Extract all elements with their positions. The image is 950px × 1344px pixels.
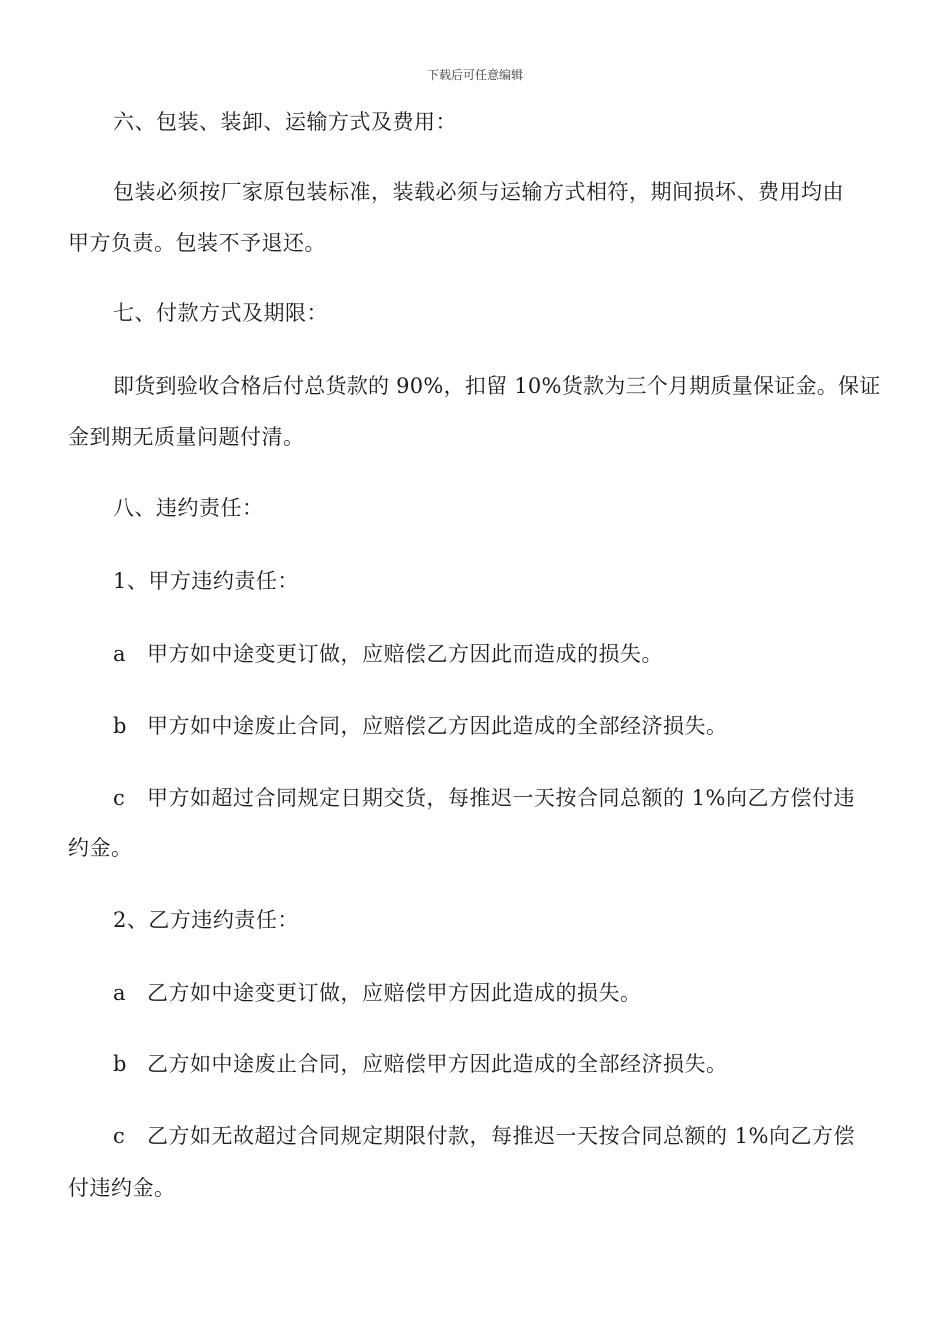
party-b-item-a xyxy=(113,979,642,1007)
item-text: 乙方如中途废止合同，应赔偿甲方因此造成的全部经济损失。 xyxy=(147,1052,728,1076)
item-marker: a xyxy=(113,981,127,1005)
item-text: 乙方如无故超过合同规定期限付款，每推迟一天按合同总额的 1%向乙方偿 xyxy=(147,1124,855,1148)
item-text: 乙方如中途变更订做，应赔偿甲方因此造成的损失。 xyxy=(147,981,642,1005)
item-marker: c xyxy=(113,1124,126,1148)
party-a-item-c xyxy=(113,784,855,812)
party-a-item-b xyxy=(113,712,728,740)
item-text: 甲方如中途废止合同，应赔偿乙方因此造成的全部经济损失。 xyxy=(147,714,728,738)
party-a-item-c-line2: 约金。 xyxy=(68,836,133,860)
item-marker: c xyxy=(113,786,126,810)
party-a-item-a xyxy=(113,640,663,668)
section-6-body-line2: 甲方负责。包装不予退还。 xyxy=(68,231,326,255)
item-marker: a xyxy=(113,642,127,666)
party-b-item-b xyxy=(113,1050,728,1078)
item-text: 甲方如中途变更订做，应赔偿乙方因此而造成的损失。 xyxy=(147,642,663,666)
item-marker: b xyxy=(113,1052,127,1076)
section-7-body-line2: 金到期无质量问题付清。 xyxy=(68,425,305,449)
item-marker: b xyxy=(113,714,127,738)
section-8-heading: 八、违约责任： xyxy=(113,496,264,520)
party-a-liability-heading: 1、甲方违约责任： xyxy=(113,569,299,593)
section-6-heading: 六、包装、装卸、运输方式及费用： xyxy=(113,110,457,134)
item-text: 甲方如超过合同规定日期交货，每推迟一天按合同总额的 1%向乙方偿付违 xyxy=(147,786,855,810)
party-b-liability-heading: 2、乙方违约责任： xyxy=(113,908,299,932)
section-7-heading: 七、付款方式及期限： xyxy=(113,301,328,325)
party-b-item-c xyxy=(113,1122,855,1150)
section-7-body-line1: 即货到验收合格后付总货款的 90%，扣留 10%货款为三个月期质量保证金。保证 xyxy=(113,374,881,398)
party-b-item-c-line2: 付违约金。 xyxy=(68,1176,176,1200)
page-watermark-header: 下载后可任意编辑 xyxy=(426,68,523,82)
section-6-body-line1: 包装必须按厂家原包装标准，装载必须与运输方式相符，期间损坏、费用均由 xyxy=(113,180,844,204)
